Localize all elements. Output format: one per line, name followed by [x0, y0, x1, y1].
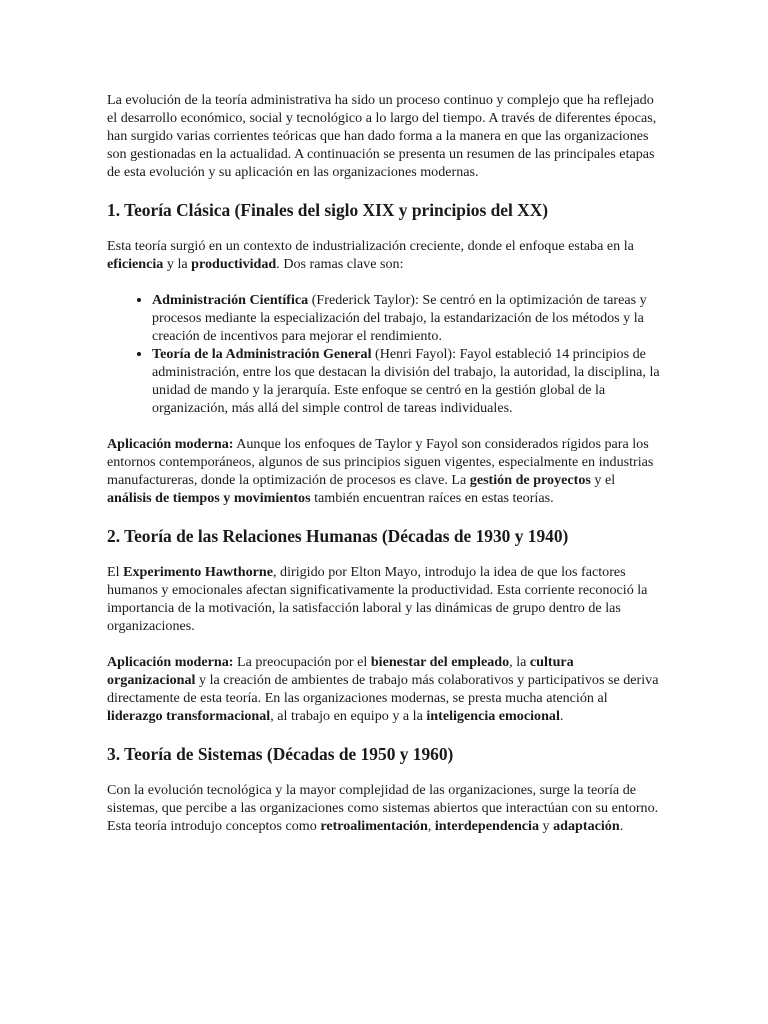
text-run: Aunque los enfoques de Taylor y Fayol son considerados rígidos para los entornos contemporáneos, algunos de sus principios siguen vigentes, especialmente en industrias manufactureras, donde la optimización de procesos es clave. La [107, 436, 654, 488]
text-run: El [107, 564, 124, 580]
text-run: , la [509, 654, 530, 670]
text-run: , dirigido por Elton Mayo, introdujo la idea de que los factores humanos y emocionales afectan significativamente la productividad. Esta corriente reconoció la importancia de la motivación, la satisfacción laboral y las dinámicas de grupo dentro de las organizaciones. [107, 564, 648, 634]
bold-term: Administración Científica [152, 292, 309, 308]
bold-term: cultura organizacional [107, 654, 574, 688]
bold-label: Aplicación moderna: [107, 436, 234, 452]
section-3-heading: 3. Teoría de Sistemas (Décadas de 1950 y 1960) [107, 744, 454, 764]
intro-paragraph: La evolución de la teoría administrativa ha sido un proceso continuo y complejo que ha reflejado el desarrollo económico, social y tecnológico a lo largo del tiempo. A través de diferentes épocas, han surgido varias corrientes teóricas que han dado forma a la manera en que las organizaciones son gestionadas en la actualidad. A continuación se presenta un resumen de las principales etapas de esta evolución y su aplicación en las organizaciones modernas. [107, 92, 657, 180]
bold-term: liderazgo transformacional [107, 708, 271, 724]
text-run: Esta teoría surgió en un contexto de industrialización creciente, donde el enfoque estaba en la [107, 238, 634, 254]
section-3-paragraph [107, 781, 663, 835]
bold-term: gestión de proyectos [469, 472, 591, 488]
text-run: y la [163, 256, 192, 272]
text-run: (Henri Fayol): Fayol estableció 14 principios de administración, entre los que destacan la división del trabajo, la autoridad, la disciplina, la unidad de mando y la jerarquía. Este enfoque se centró en la gestión global de la organización, más allá del simple control de tareas individuales. [152, 346, 660, 416]
text-run: y [539, 818, 554, 834]
bold-term: adaptación [553, 818, 620, 834]
bold-term: Teoría de la Administración General [152, 346, 372, 362]
bold-term: interdependencia [434, 818, 540, 834]
section-1-paragraph [107, 237, 663, 273]
list-item [152, 345, 663, 417]
text-run: y el [590, 472, 616, 488]
text-run: . [619, 818, 624, 834]
bold-term: eficiencia [107, 256, 164, 272]
section-1-application [107, 435, 663, 507]
list-item [152, 291, 663, 345]
text-run: y la creación de ambientes de trabajo más colaborativos y participativos se deriva directamente de esta teoría. En las organizaciones modernas, se presta mucha atención al [107, 672, 659, 706]
document-page [107, 91, 663, 835]
section-2-paragraph [107, 563, 663, 635]
text-run: . Dos ramas clave son: [276, 256, 404, 272]
text-run: también encuentran raíces en estas teorías. [310, 490, 554, 506]
bold-term: productividad [191, 256, 277, 272]
section-2-application [107, 653, 663, 725]
section-1-heading: 1. Teoría Clásica (Finales del siglo XIX y principios del XX) [107, 200, 549, 220]
bold-term: inteligencia emocional [426, 708, 560, 724]
text-run: , al trabajo en equipo y a la [270, 708, 427, 724]
bold-term: Experimento Hawthorne [123, 564, 273, 580]
bold-term: bienestar del empleado [370, 654, 510, 670]
bold-term: retroalimentación [320, 818, 428, 834]
text-run: , [427, 818, 435, 834]
text-run: . [559, 708, 564, 724]
section-2-heading: 2. Teoría de las Relaciones Humanas (Décadas de 1930 y 1940) [107, 526, 569, 546]
text-run: La preocupación por el [233, 654, 371, 670]
text-run: Con la evolución tecnológica y la mayor complejidad de las organizaciones, surge la teoría de sistemas, que percibe a las organizaciones como sistemas abiertos que interactúan con su entorno. Esta teoría introdujo conceptos como [107, 782, 659, 834]
text-run: (Frederick Taylor): Se centró en la optimización de tareas y procesos mediante la especialización del trabajo, la estandarización de los métodos y la creación de incentivos para mejorar el rendimiento. [152, 292, 647, 344]
section-1-list [107, 291, 663, 417]
bold-term: análisis de tiempos y movimientos [107, 490, 311, 506]
bold-label: Aplicación moderna: [107, 654, 234, 670]
